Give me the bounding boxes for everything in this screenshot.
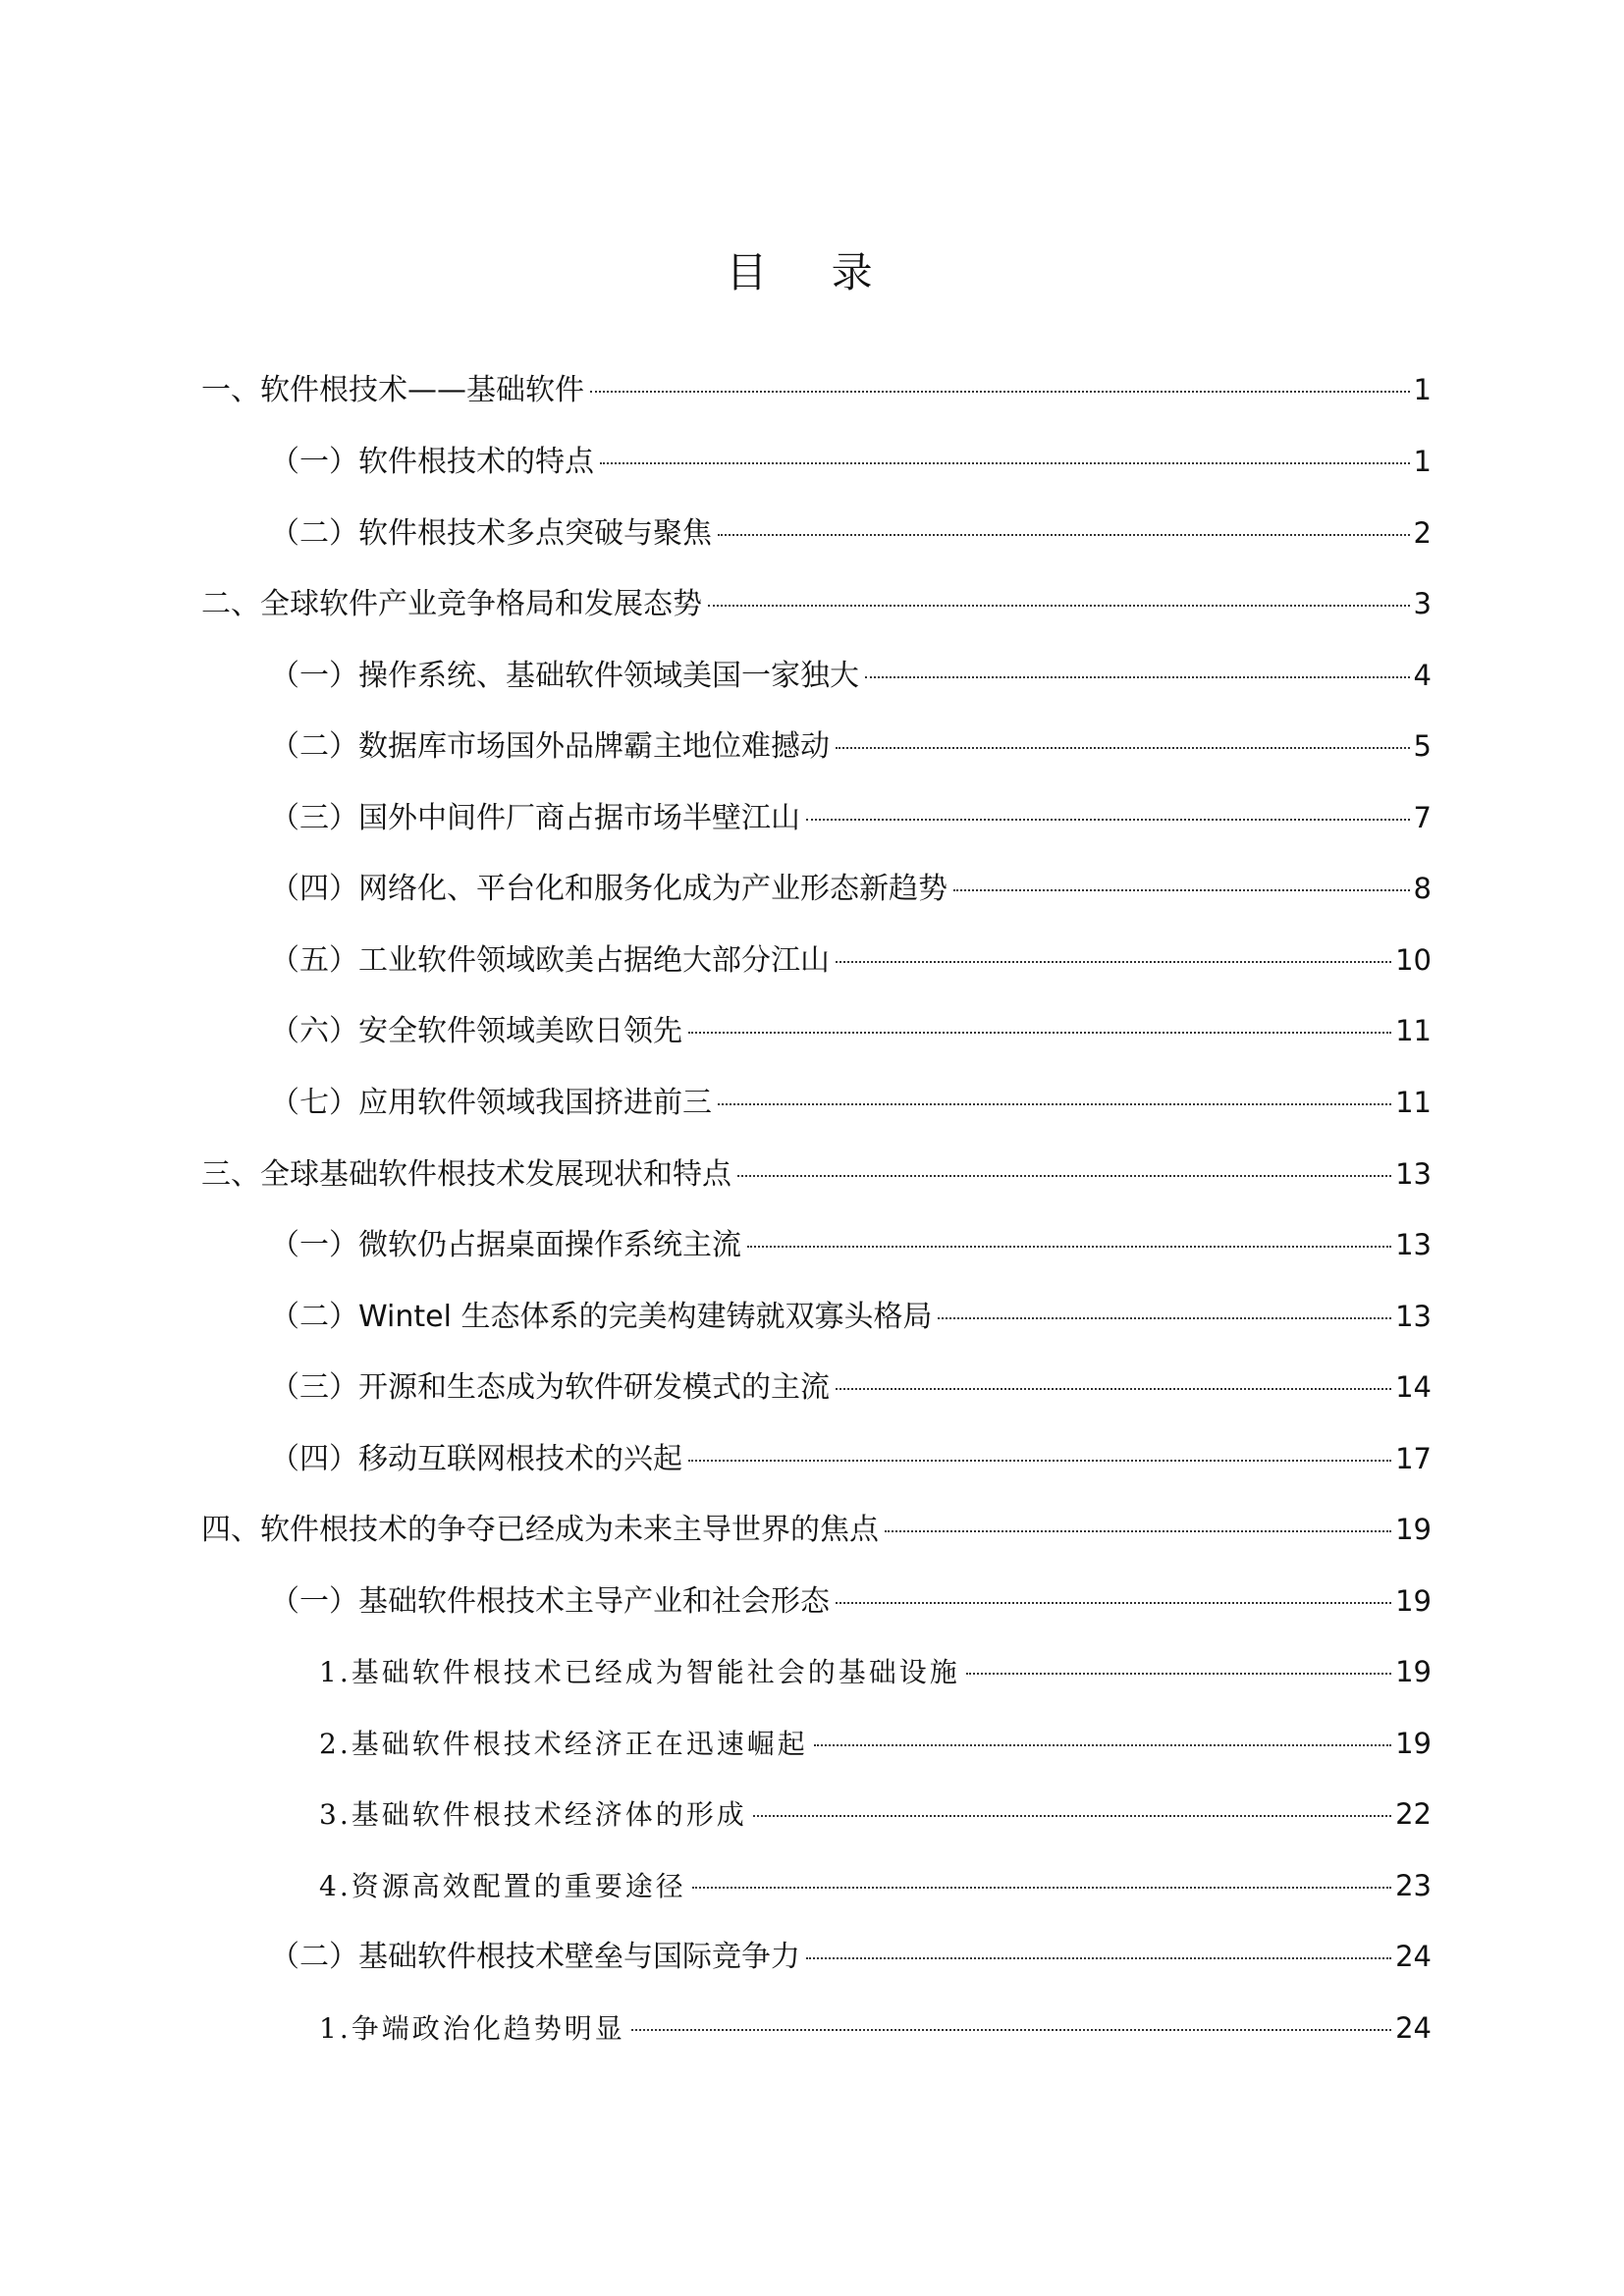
toc-entry[interactable] xyxy=(270,1363,1432,1411)
toc-page-number: 11 xyxy=(1395,1014,1432,1047)
toc-entry[interactable] xyxy=(319,2004,1432,2052)
toc-entry-label: （六）安全软件领域美欧日领先 xyxy=(270,1014,682,1048)
toc-page-number: 23 xyxy=(1395,1869,1432,1902)
toc-entry[interactable] xyxy=(270,794,1432,841)
toc-page-number: 19 xyxy=(1395,1584,1432,1618)
dot-leader xyxy=(806,1957,1391,1959)
toc-page-number: 11 xyxy=(1395,1086,1432,1119)
toc-page-number: 17 xyxy=(1395,1442,1432,1475)
toc-page-number: 13 xyxy=(1395,1157,1432,1191)
toc-page-number: 2 xyxy=(1413,516,1432,550)
toc-entry[interactable] xyxy=(319,1648,1432,1695)
toc-entry-label: （四）移动互联网根技术的兴起 xyxy=(270,1442,682,1476)
toc-page-number: 13 xyxy=(1395,1228,1432,1261)
dot-leader xyxy=(806,819,1410,821)
toc-entry-label: （一）软件根技术的特点 xyxy=(270,445,594,479)
dot-leader xyxy=(737,1175,1391,1177)
dot-leader xyxy=(865,676,1410,678)
toc-entry-label: 二、全球软件产业竞争格局和发展态势 xyxy=(201,587,702,621)
dot-leader xyxy=(718,534,1410,536)
toc-page-number: 24 xyxy=(1395,1940,1432,1973)
dot-leader xyxy=(814,1744,1391,1746)
toc-page-number: 5 xyxy=(1413,729,1432,763)
dot-leader xyxy=(747,1246,1391,1248)
dot-leader xyxy=(631,2029,1391,2031)
dot-leader xyxy=(688,1032,1391,1034)
toc-entry[interactable] xyxy=(270,1221,1432,1268)
dot-leader xyxy=(718,1103,1391,1105)
toc-entry-label: （七）应用软件领域我国挤进前三 xyxy=(270,1086,712,1120)
toc-entry[interactable] xyxy=(270,1293,1432,1340)
toc-entry-label: 3.基础软件根技术经济体的形成 xyxy=(319,1798,747,1831)
dot-leader xyxy=(688,1460,1391,1462)
toc-entry[interactable] xyxy=(270,509,1432,557)
toc-entry-label: 1.基础软件根技术已经成为智能社会的基础设施 xyxy=(319,1656,960,1688)
toc-entry-label: （三）国外中间件厂商占据市场半壁江山 xyxy=(270,801,800,835)
toc-page-number: 13 xyxy=(1395,1300,1432,1333)
toc-entry[interactable] xyxy=(270,438,1432,485)
toc-entry[interactable] xyxy=(270,1435,1432,1482)
toc-entry[interactable] xyxy=(201,580,1432,627)
toc-entry[interactable] xyxy=(201,1150,1432,1198)
toc-page-number: 19 xyxy=(1395,1727,1432,1760)
toc-entry[interactable] xyxy=(270,1933,1432,1980)
dot-leader xyxy=(953,889,1410,891)
toc-entry-label: 4.资源高效配置的重要途径 xyxy=(319,1870,686,1902)
toc-entry[interactable] xyxy=(270,936,1432,984)
toc-page-number: 14 xyxy=(1395,1370,1432,1404)
toc-entry[interactable] xyxy=(270,1007,1432,1054)
dot-leader xyxy=(836,1388,1391,1390)
toc-entry-label: （一）操作系统、基础软件领域美国一家独大 xyxy=(270,659,859,693)
toc-entry[interactable] xyxy=(270,1577,1432,1625)
toc-entry-label: 三、全球基础软件根技术发展现状和特点 xyxy=(201,1157,731,1192)
toc-entry-label: （一）基础软件根技术主导产业和社会形态 xyxy=(270,1584,830,1619)
dot-leader xyxy=(708,605,1410,607)
toc-entry-label: （二）基础软件根技术壁垒与国际竞争力 xyxy=(270,1940,800,1974)
toc-entry-label: 2.基础软件根技术经济正在迅速崛起 xyxy=(319,1728,808,1760)
dot-leader xyxy=(836,1602,1391,1604)
toc-entry[interactable] xyxy=(319,1720,1432,1767)
toc-entry[interactable] xyxy=(319,1790,1432,1838)
toc-page-number: 7 xyxy=(1413,801,1432,834)
toc-entry[interactable] xyxy=(201,366,1432,413)
dot-leader xyxy=(966,1673,1391,1675)
dot-leader xyxy=(753,1815,1391,1817)
toc-page-number: 1 xyxy=(1413,373,1432,406)
toc-page-number: 1 xyxy=(1413,445,1432,478)
toc-entry-label: 一、软件根技术——基础软件 xyxy=(201,373,584,407)
toc-page-number: 4 xyxy=(1413,659,1432,692)
toc-entry[interactable] xyxy=(270,1079,1432,1126)
toc-entry-label: 1.争端政治化趋势明显 xyxy=(319,2012,625,2045)
toc-page-number: 24 xyxy=(1395,2011,1432,2045)
toc-page-number: 22 xyxy=(1395,1797,1432,1831)
toc-entry-label: （一）微软仍占据桌面操作系统主流 xyxy=(270,1228,741,1262)
toc-entry-label: （二）软件根技术多点突破与聚焦 xyxy=(270,516,712,551)
toc-entry-label: （四）网络化、平台化和服务化成为产业形态新趋势 xyxy=(270,872,947,906)
dot-leader xyxy=(938,1317,1391,1319)
dot-leader xyxy=(836,961,1391,963)
toc-page-number: 19 xyxy=(1395,1513,1432,1546)
toc-entry[interactable] xyxy=(319,1862,1432,1909)
dot-leader xyxy=(692,1887,1391,1889)
toc-entry[interactable] xyxy=(270,722,1432,770)
dot-leader xyxy=(590,391,1410,393)
dot-leader xyxy=(885,1530,1391,1532)
toc-entry-label: （二）Wintel 生态体系的完美构建铸就双寡头格局 xyxy=(270,1300,933,1334)
dot-leader xyxy=(600,462,1410,464)
toc-entry[interactable] xyxy=(270,865,1432,912)
toc-entry-label: 四、软件根技术的争夺已经成为未来主导世界的焦点 xyxy=(201,1513,879,1547)
toc-entry[interactable] xyxy=(201,1506,1432,1553)
toc-page-number: 8 xyxy=(1413,872,1432,905)
toc-entry-label: （二）数据库市场国外品牌霸主地位难撼动 xyxy=(270,729,830,764)
toc-entry[interactable] xyxy=(270,652,1432,699)
page-title: 目 录 xyxy=(726,248,898,296)
toc-page-number: 10 xyxy=(1395,943,1432,977)
toc-page-number: 3 xyxy=(1413,587,1432,620)
toc-entry-label: （五）工业软件领域欧美占据绝大部分江山 xyxy=(270,943,830,978)
toc-entry-label: （三）开源和生态成为软件研发模式的主流 xyxy=(270,1370,830,1405)
dot-leader xyxy=(836,747,1410,749)
toc-page-number: 19 xyxy=(1395,1655,1432,1688)
